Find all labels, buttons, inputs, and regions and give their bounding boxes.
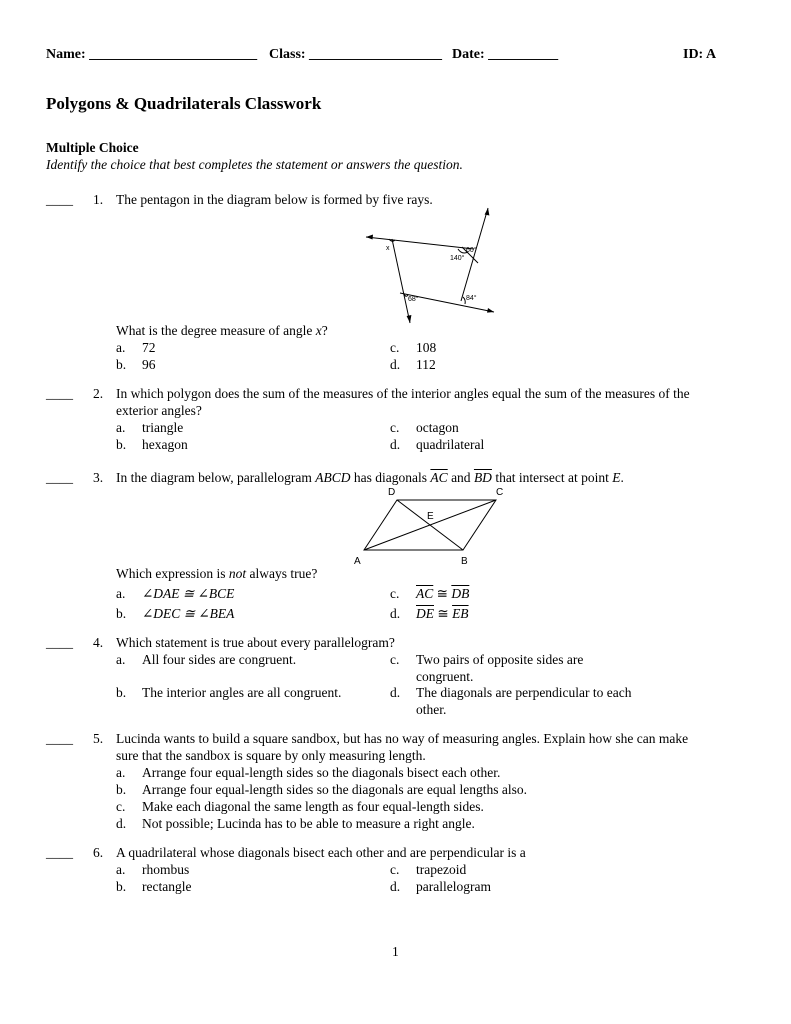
choice-letter: d. bbox=[390, 685, 401, 700]
choice-letter: a. bbox=[116, 765, 126, 780]
choice-text: $\overline{AC}$ ≅ $\overline{DB}$ bbox=[416, 586, 470, 601]
choice-text: quadrilateral bbox=[416, 437, 485, 452]
choice-text: ∠DEC ≅ ∠BEA bbox=[142, 606, 235, 621]
question-number: 4. bbox=[93, 635, 104, 650]
choice-letter: a. bbox=[116, 862, 126, 877]
choice-text: hexagon bbox=[142, 437, 188, 452]
label-60: 60° bbox=[466, 247, 477, 254]
question-text: The pentagon in the diagram below is formed by five rays. bbox=[116, 192, 433, 207]
date-field: Date: __________ bbox=[452, 47, 559, 62]
choice-letter: c. bbox=[390, 862, 400, 877]
question-text: In the diagram below, parallelogram ABCD has diagonals $\overline{AC}$ and $\overline{BD}$ that intersect at point E. bbox=[116, 470, 624, 485]
arrowhead-down bbox=[407, 315, 412, 323]
choice-text: rhombus bbox=[142, 862, 190, 877]
label-140: 140° bbox=[450, 255, 465, 262]
choice-letter: a. bbox=[116, 340, 126, 355]
choice-text: Arrange four equal-length sides so the diagonals bisect each other. bbox=[142, 765, 501, 780]
choice-text: Make each diagonal the same length as four equal-length sides. bbox=[142, 799, 484, 814]
question-number: 5. bbox=[93, 731, 104, 746]
question-text: A quadrilateral whose diagonals bisect each other and are perpendicular is a bbox=[116, 845, 526, 860]
id-field: ID: A bbox=[683, 47, 717, 62]
class-field: Class: ___________________ bbox=[269, 47, 443, 62]
page-number: 1 bbox=[392, 944, 399, 959]
answer-blank: ____ bbox=[46, 635, 73, 650]
label-68: 68° bbox=[408, 296, 419, 303]
choice-letter: c. bbox=[116, 799, 126, 814]
ray-top bbox=[366, 237, 474, 249]
question-text: In which polygon does the sum of the measures of the interior angles equal the sum of the measures of the bbox=[116, 386, 690, 401]
choice-letter: b. bbox=[116, 879, 127, 894]
question-text: Which statement is true about every parallelogram? bbox=[116, 635, 395, 650]
question-text: sure that the sandbox is square by only measuring length. bbox=[116, 748, 426, 763]
choice-letter: d. bbox=[390, 357, 401, 372]
choice-letter: b. bbox=[116, 606, 127, 621]
point-e-label: E bbox=[427, 511, 434, 522]
arrowhead-left bbox=[366, 235, 373, 240]
answer-blank: ____ bbox=[46, 845, 73, 860]
choice-letter: d. bbox=[390, 437, 401, 452]
question-number: 3. bbox=[93, 470, 104, 485]
choice-text: triangle bbox=[142, 420, 184, 435]
choice-letter: b. bbox=[116, 782, 127, 797]
question-number: 1. bbox=[93, 192, 104, 207]
choice-text: Arrange four equal-length sides so the diagonals are equal lengths also. bbox=[142, 782, 528, 797]
diagonal-bd bbox=[397, 500, 463, 550]
answer-blank: ____ bbox=[46, 731, 73, 746]
choice-letter: a. bbox=[116, 420, 126, 435]
name-field: Name: ________________________ bbox=[46, 47, 258, 62]
choice-letter: b. bbox=[116, 685, 127, 700]
choice-letter: a. bbox=[116, 652, 126, 667]
choice-letter: a. bbox=[116, 586, 126, 601]
question-text: exterior angles? bbox=[116, 403, 202, 418]
choice-letter: c. bbox=[390, 420, 400, 435]
choice-text: ∠DAE ≅ ∠BCE bbox=[142, 586, 235, 601]
section-heading: Multiple Choice bbox=[46, 140, 139, 155]
choice-text: 108 bbox=[416, 340, 437, 355]
question-prompt: Which expression is not always true? bbox=[116, 566, 318, 581]
choice-text: Two pairs of opposite sides are bbox=[416, 652, 584, 667]
choice-letter: c. bbox=[390, 340, 400, 355]
choice-text: $\overline{DE}$ ≅ $\overline{EB}$ bbox=[416, 606, 469, 621]
choice-text: octagon bbox=[416, 420, 459, 435]
vertex-b-label: B bbox=[461, 556, 468, 567]
choice-letter: d. bbox=[116, 816, 127, 831]
section-instructions: Identify the choice that best completes the statement or answers the question. bbox=[46, 157, 463, 172]
question-number: 6. bbox=[93, 845, 104, 860]
vertex-c-label: C bbox=[496, 487, 504, 498]
label-84: 84° bbox=[466, 295, 477, 302]
question-text: Lucinda wants to build a square sandbox, but has no way of measuring angles. Explain how she can make bbox=[116, 731, 689, 746]
choice-text: Not possible; Lucinda has to be able to measure a right angle. bbox=[142, 816, 475, 831]
choice-text: trapezoid bbox=[416, 862, 467, 877]
vertex-d-label: D bbox=[388, 487, 396, 498]
choice-letter: d. bbox=[390, 879, 401, 894]
label-x: x bbox=[386, 245, 390, 252]
ray-left bbox=[392, 239, 410, 323]
choice-text: parallelogram bbox=[416, 879, 491, 894]
question-prompt: What is the degree measure of angle x? bbox=[116, 323, 328, 338]
choice-letter: c. bbox=[390, 652, 400, 667]
page-title: Polygons & Quadrilaterals Classwork bbox=[46, 94, 322, 113]
answer-blank: ____ bbox=[46, 386, 73, 401]
choice-text: congruent. bbox=[416, 669, 474, 684]
answer-blank: ____ bbox=[46, 470, 73, 485]
choice-letter: b. bbox=[116, 357, 127, 372]
choice-letter: d. bbox=[390, 606, 401, 621]
question-number: 2. bbox=[93, 386, 104, 401]
choice-letter: b. bbox=[116, 437, 127, 452]
angle-arc-84 bbox=[463, 297, 465, 304]
choice-letter: c. bbox=[390, 586, 400, 601]
choice-text: 72 bbox=[142, 340, 156, 355]
vertex-a-label: A bbox=[354, 556, 361, 567]
answer-blank: ____ bbox=[46, 192, 73, 207]
choice-text: The diagonals are perpendicular to each bbox=[416, 685, 632, 700]
choice-text: 96 bbox=[142, 357, 156, 372]
choice-text: rectangle bbox=[142, 879, 192, 894]
choice-text: All four sides are congruent. bbox=[142, 652, 297, 667]
arrowhead-up bbox=[485, 208, 490, 216]
choice-text: other. bbox=[416, 702, 447, 717]
choice-text: 112 bbox=[416, 357, 436, 372]
parallelogram-diagram bbox=[350, 484, 510, 568]
arrowhead-right bbox=[487, 308, 494, 313]
pentagon-diagram bbox=[362, 205, 502, 325]
choice-text: The interior angles are all congruent. bbox=[142, 685, 342, 700]
ray-right bbox=[461, 208, 488, 301]
